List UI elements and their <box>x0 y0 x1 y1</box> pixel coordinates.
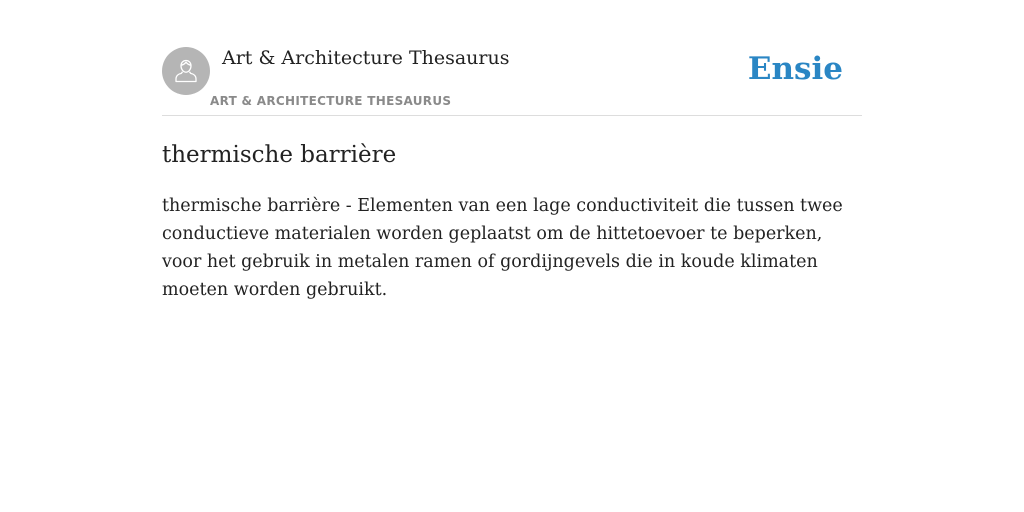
entry-definition: thermische barrière - Elementen van een lage conductiviteit die tussen twee conductieve materialen worden geplaatst om de hittetoevoer te beperken, voor het gebruik in metalen ramen of gordijngevels die in koude klimaten moeten worden gebruikt. <box>162 196 843 300</box>
entry-title: thermische barrière <box>162 142 397 168</box>
page-container <box>162 0 862 300</box>
author-subtitle: ART & ARCHITECTURE THESAURUS <box>210 94 452 108</box>
user-silhouette-icon <box>171 56 201 86</box>
header <box>162 0 862 116</box>
brand-logo-link[interactable]: Ensie <box>747 51 843 87</box>
author-name[interactable]: Art & Architecture Thesaurus <box>222 47 510 69</box>
author-avatar[interactable] <box>162 47 210 95</box>
